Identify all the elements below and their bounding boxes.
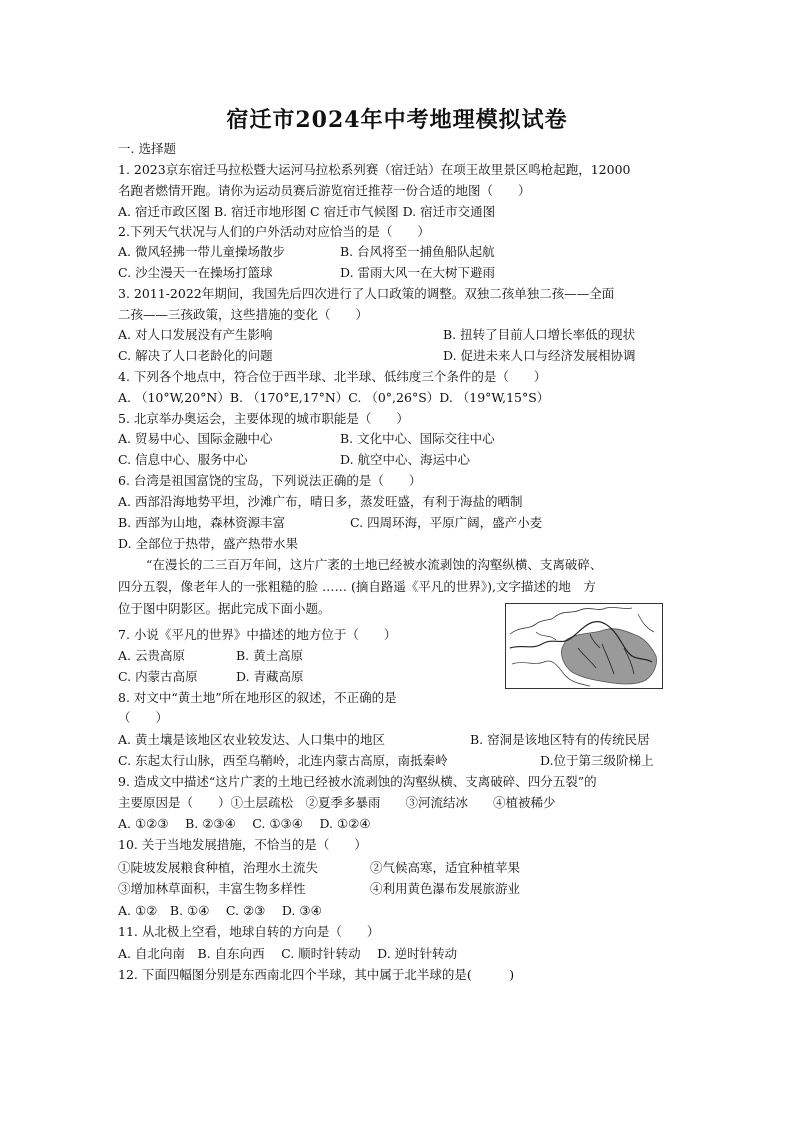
q7-option-c: C. 内蒙古高原 — [118, 669, 198, 684]
section-heading: 一. 选择题 — [118, 141, 176, 156]
q12-stem: 12. 下面四幅图分别是东西南北四个半球，其中属于北半球的是( ) — [118, 967, 515, 982]
q1-stem-line2: 名跑者燃情开跑。请你为运动员赛后游览宿迁推荐一份合适的地图（ ） — [118, 183, 531, 198]
q10-statement-1: ①陡坡发展粮食种植，治理水土流失 — [118, 860, 319, 875]
q10-stem: 10. 关于当地发展措施，不恰当的是（ ） — [118, 837, 367, 852]
q8-stem-line2: （ ） — [118, 710, 169, 725]
exam-title: 宿迁市2024年中考地理模拟试卷 — [226, 107, 568, 133]
q2-option-a: A. 微风轻拂一带儿童操场散步 — [118, 244, 285, 259]
q6-option-b: B. 西部为山地，森林资源丰富 — [118, 515, 286, 530]
q1-options: A. 宿迁市政区图 B. 宿迁市地形图 C 宿迁市气候图 D. 宿迁市交通图 — [118, 204, 496, 219]
q3-stem-line2: 二孩——三孩政策，这些措施的变化（ ） — [118, 307, 369, 322]
q3-option-d: D. 促进未来人口与经济发展相协调 — [443, 348, 636, 363]
q10-statement-2: ②气候高寒，适宜种植苹果 — [370, 860, 521, 875]
passage-line3: 位于图中阴影区。据此完成下面小题。 — [118, 601, 331, 616]
q11-options: A. 自北向南 B. 自东向西 C. 顺时针转动 D. 逆时针转动 — [118, 946, 458, 961]
q7-stem: 7. 小说《平凡的世界》中描述的地方位于（ ） — [118, 627, 397, 642]
passage-line1: “在漫长的二三百万年间，这片广袤的土地已经被水流剥蚀的沟壑纵横、支离破碎、 — [146, 557, 603, 572]
q7-option-d: D. 青藏高原 — [236, 669, 304, 684]
q8-option-a: A. 黄土壤是该地区农业较发达、人口集中的地区 — [118, 732, 385, 747]
q5-option-c: C. 信息中心、服务中心 — [118, 452, 248, 467]
q4-options: A. （10°W,20°N）B. （170°E,17°N）C. （0°,26°S）D. （19°W,15°S） — [118, 390, 550, 405]
q7-option-a: A. 云贵高原 — [118, 648, 185, 663]
q8-option-d: D.位于第三级阶梯上 — [540, 753, 654, 768]
q10-options: A. ①② B. ①④ C. ②③ D. ③④ — [118, 903, 322, 918]
passage-line2: 四分五裂，像老年人的一张粗糙的脸 …… (摘自路遥《平凡的世界》),文字描述的地 方 — [118, 579, 596, 594]
q1-stem-line1: 1. 2023京东宿迁马拉松暨大运河马拉松系列赛（宿迁站）在项王故里景区鸣枪起跑，12000 — [118, 162, 631, 177]
q2-option-d: D. 雷雨大风一在大树下避雨 — [340, 265, 496, 280]
q9-options: A. ①②③ B. ②③④ C. ①③④ D. ①②④ — [118, 816, 371, 831]
q6-option-a: A. 西部沿海地势平坦，沙滩广布，晴日多，蒸发旺盛，有利于海盐的晒制 — [118, 494, 523, 509]
q3-option-a: A. 对人口发展没有产生影响 — [118, 327, 273, 342]
q8-option-c: C. 东起太行山脉，西至乌鞘岭，北连内蒙古高原，南抵秦岭 — [118, 753, 448, 768]
q8-stem-line1: 8. 对文中“黄土地”所在地形区的叙述，不正确的是 — [118, 690, 397, 705]
q6-option-d: D. 全部位于热带，盛产热带水果 — [118, 536, 299, 551]
q10-statement-3: ③增加林草面积，丰富生物多样性 — [118, 881, 306, 896]
q2-stem: 2.下列天气状况与人们的户外活动对应恰当的是（ ） — [118, 224, 430, 239]
q2-option-c: C. 沙尘漫天一在操场打篮球 — [118, 265, 273, 280]
q5-option-d: D. 航空中心、海运中心 — [340, 452, 471, 467]
q5-option-b: B. 文化中心、国际交往中心 — [340, 431, 495, 446]
q5-option-a: A. 贸易中心、国际金融中心 — [118, 431, 273, 446]
q10-statement-4: ④利用黄色瀑布发展旅游业 — [370, 881, 521, 896]
q3-stem-line1: 3. 2011-2022年期间，我国先后四次进行了人口政策的调整。双独二孩单独二孩——全面 — [118, 286, 615, 301]
q3-option-b: B. 扭转了目前人口增长率低的现状 — [443, 327, 636, 342]
q9-stem-line2: 主要原因是（ ）①土层疏松 ②夏季多暴雨 ③河流结冰 ④植被稀少 — [118, 795, 556, 810]
q6-stem: 6. 台湾是祖国富饶的宝岛，下列说法正确的是（ ） — [118, 473, 422, 488]
q5-stem: 5. 北京举办奥运会，主要体现的城市职能是（ ） — [118, 411, 409, 426]
q11-stem: 11. 从北极上空看，地球自转的方向是（ ） — [118, 924, 380, 939]
q9-stem-line1: 9. 造成文中描述“这片广袤的土地已经被水流剥蚀的沟壑纵横、支离破碎、四分五裂”的 — [118, 774, 597, 789]
q3-option-c: C. 解决了人口老龄化的问题 — [118, 348, 273, 363]
map-graphic — [506, 604, 662, 688]
q6-option-c: C. 四周环海，平原广阔，盛产小麦 — [350, 515, 543, 530]
q4-stem: 4. 下列各个地点中，符合位于西半球、北半球、低纬度三个条件的是（ ） — [118, 369, 547, 384]
q8-option-b: B. 窑洞是该地区特有的传统民居 — [470, 732, 650, 747]
q7-option-b: B. 黄土高原 — [236, 648, 304, 663]
q2-option-b: B. 台风将至一捕鱼船队起航 — [340, 244, 495, 259]
map-shaded-region — [561, 629, 656, 684]
loess-plateau-map — [505, 603, 663, 689]
